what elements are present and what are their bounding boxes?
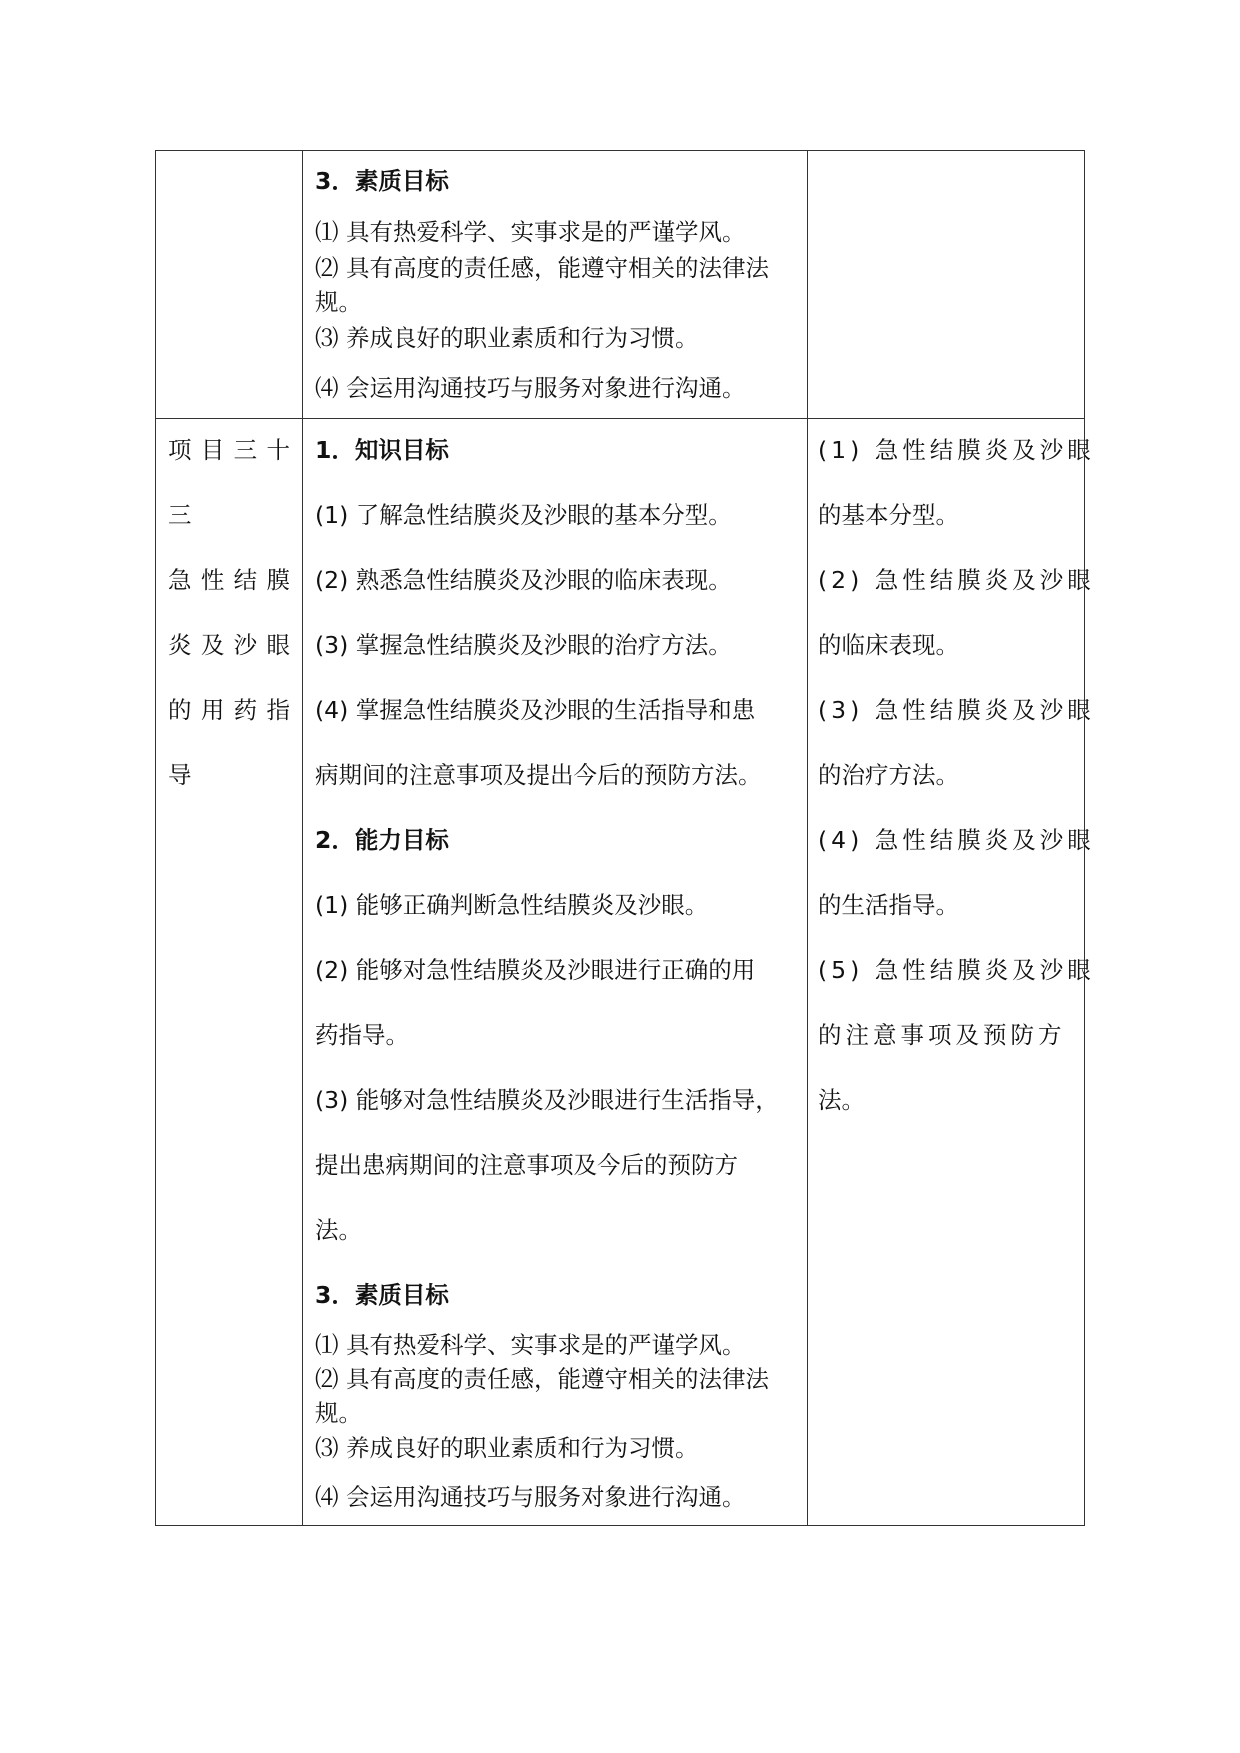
objectives-cell xyxy=(303,151,808,419)
list-item: (1) 了解急性结膜炎及沙眼的基本分型。 xyxy=(315,501,732,529)
list-item: ⑵ 具有高度的责任感，能遵守相关的法律法 xyxy=(315,1365,769,1393)
list-item: 规。 xyxy=(315,1399,362,1427)
list-item: 法。 xyxy=(315,1216,362,1244)
list-item: (5) 急性结膜炎及沙眼 xyxy=(818,956,1095,984)
list-item: 法。 xyxy=(818,1086,865,1114)
project-cell xyxy=(156,419,303,1526)
list-item: 的临床表现。 xyxy=(818,631,959,659)
list-item: (3) 急性结膜炎及沙眼 xyxy=(818,696,1095,724)
char: 的 xyxy=(168,696,192,724)
char: 目 xyxy=(200,436,225,464)
char: 炎 xyxy=(168,631,192,659)
char: 膜 xyxy=(266,566,290,594)
list-item: 的基本分型。 xyxy=(818,501,959,529)
list-item: (3) 掌握急性结膜炎及沙眼的治疗方法。 xyxy=(315,631,732,659)
char: 眼 xyxy=(266,631,290,659)
list-item: (4) 掌握急性结膜炎及沙眼的生活指导和患 xyxy=(315,696,756,724)
list-item: (1) 急性结膜炎及沙眼 xyxy=(818,436,1095,464)
project-title-line xyxy=(168,695,290,725)
char: 三 xyxy=(233,436,258,464)
char: 十 xyxy=(266,436,290,464)
ability-heading: 2．能力目标 xyxy=(315,826,449,854)
list-item: ⑴ 具有热爱科学、实事求是的严谨学风。 xyxy=(315,218,746,246)
curriculum-table xyxy=(155,150,1095,1526)
list-item: 药指导。 xyxy=(315,1021,409,1049)
project-title-line xyxy=(168,630,290,660)
list-item: (2) 能够对急性结膜炎及沙眼进行正确的用 xyxy=(315,956,756,984)
knowledge-heading: 1．知识目标 xyxy=(315,436,449,464)
table-row xyxy=(156,419,1085,1526)
list-item: (3) 能够对急性结膜炎及沙眼进行生活指导， xyxy=(315,1086,779,1114)
list-item: (4) 急性结膜炎及沙眼 xyxy=(818,826,1095,854)
char: 项 xyxy=(168,436,192,464)
project-title-line: 导 xyxy=(168,761,192,789)
key-points-cell xyxy=(808,151,1085,419)
project-title-line: 三 xyxy=(168,501,192,529)
list-item: ⑴ 具有热爱科学、实事求是的严谨学风。 xyxy=(315,1331,746,1359)
list-item: ⑶ 养成良好的职业素质和行为习惯。 xyxy=(315,324,699,352)
list-item: ⑷ 会运用沟通技巧与服务对象进行沟通。 xyxy=(315,1483,746,1511)
key-points-cell xyxy=(808,419,1095,1526)
list-item: 的生活指导。 xyxy=(818,891,959,919)
list-item: 的治疗方法。 xyxy=(818,761,959,789)
list-item: (1) 能够正确判断急性结膜炎及沙眼。 xyxy=(315,891,709,919)
list-item: (2) 急性结膜炎及沙眼 xyxy=(818,566,1095,594)
list-item: 提出患病期间的注意事项及今后的预防方 xyxy=(315,1151,738,1179)
project-title-line xyxy=(168,435,290,465)
objectives-cell xyxy=(303,419,808,1526)
table-row xyxy=(156,151,1085,419)
char: 指 xyxy=(266,696,290,724)
list-item: 病期间的注意事项及提出今后的预防方法。 xyxy=(315,761,762,789)
list-item: 的注意事项及预防方 xyxy=(818,1021,1066,1049)
list-item: ⑵ 具有高度的责任感，能遵守相关的法律法 xyxy=(315,254,769,282)
list-item: ⑶ 养成良好的职业素质和行为习惯。 xyxy=(315,1434,699,1462)
project-title-line xyxy=(168,565,290,595)
char: 及 xyxy=(200,631,225,659)
quality-heading: 3．素质目标 xyxy=(315,1281,449,1309)
char: 用 xyxy=(200,696,225,724)
char: 沙 xyxy=(233,631,258,659)
char: 药 xyxy=(233,696,258,724)
list-item: ⑷ 会运用沟通技巧与服务对象进行沟通。 xyxy=(315,374,746,402)
char: 结 xyxy=(233,566,258,594)
list-item: (2) 熟悉急性结膜炎及沙眼的临床表现。 xyxy=(315,566,732,594)
char: 性 xyxy=(200,566,225,594)
list-item: 规。 xyxy=(315,288,362,316)
char: 急 xyxy=(168,566,192,594)
project-cell xyxy=(156,151,303,419)
quality-heading: 3．素质目标 xyxy=(315,167,449,195)
